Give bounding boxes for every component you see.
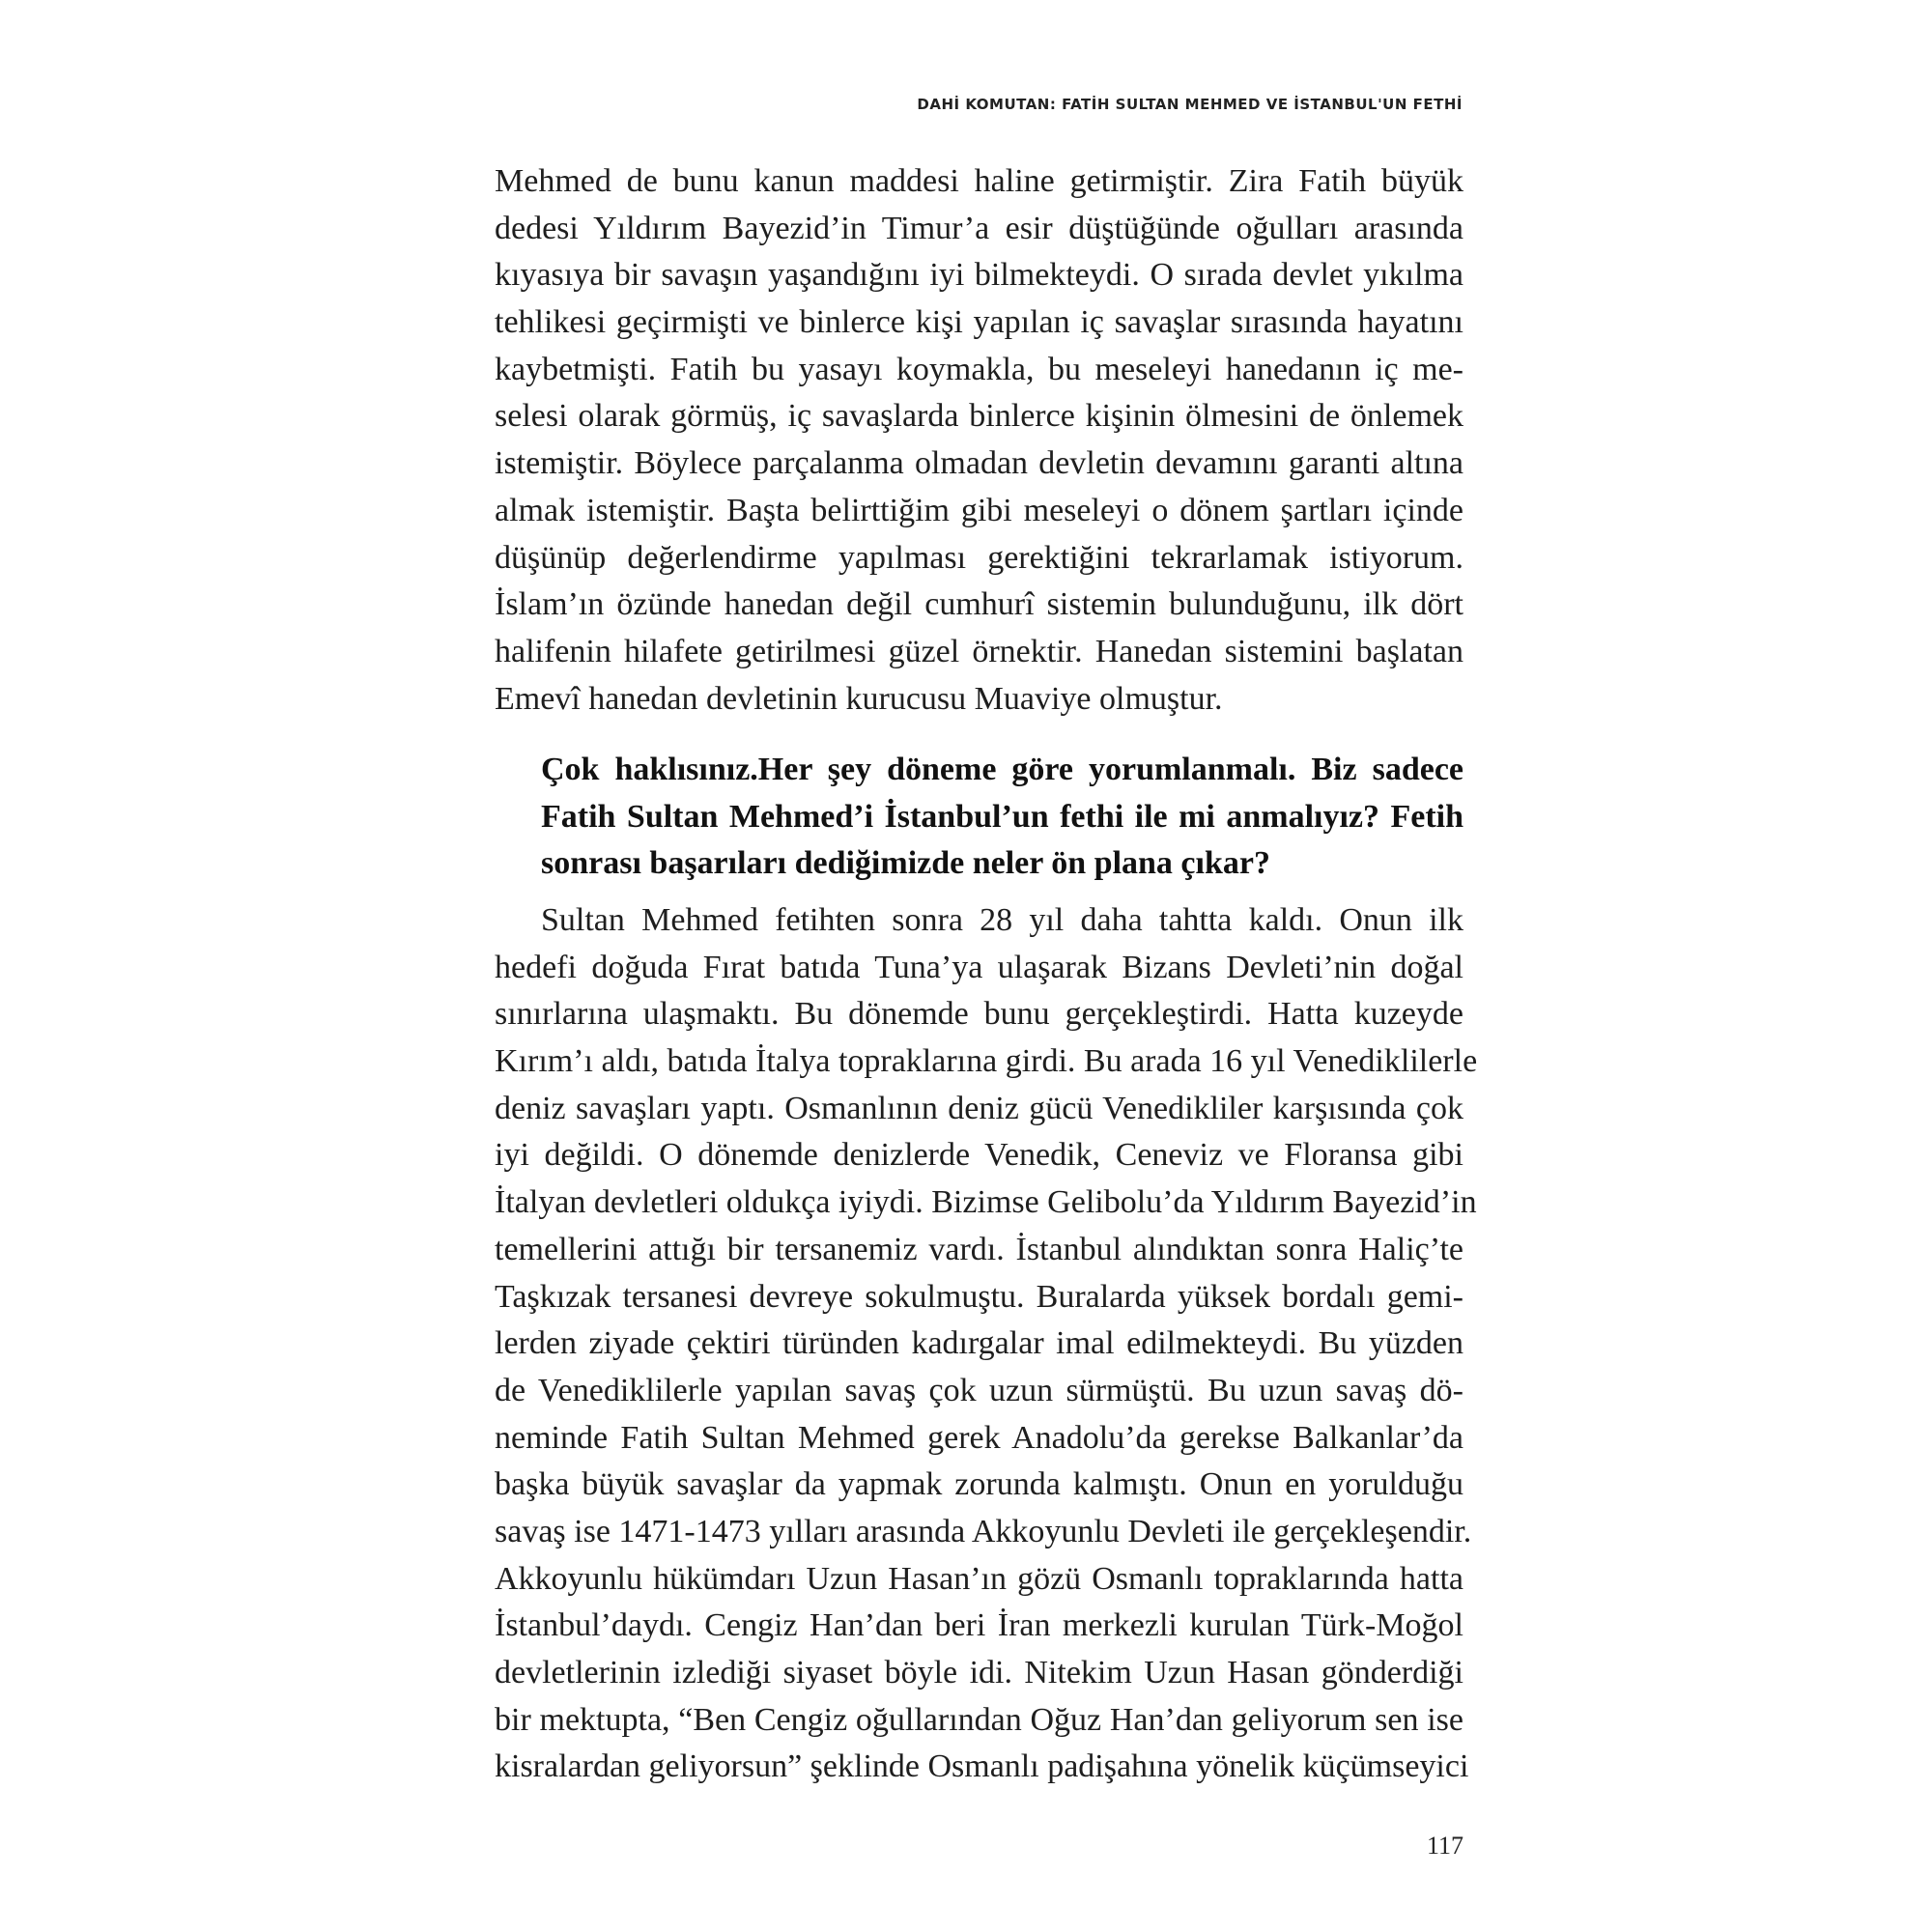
page-number: 117 bbox=[1426, 1832, 1463, 1860]
text-line: başka büyük savaşlar da yapmak zorunda kalmıştı. Onun en yorulduğu bbox=[495, 1466, 1463, 1503]
text-line: Kırım’ı aldı, batıda İtalya topraklarına girdi. Bu arada 16 yıl Venediklilerle bbox=[495, 1043, 1478, 1080]
text-line: neminde Fatih Sultan Mehmed gerek Anadolu’da gerekse Balkanlar’da bbox=[495, 1419, 1463, 1456]
interview-question bbox=[541, 747, 1463, 888]
text-line: almak istemiştir. Başta belirttiğim gibi meseleyi o dönem şartları içinde bbox=[495, 492, 1463, 528]
text-line: halifenin hilafete getirilmesi güzel örnektir. Hanedan sistemini başlatan bbox=[495, 633, 1463, 669]
running-header: DAHİ KOMUTAN: FATİH SULTAN MEHMED VE İSTANBUL'UN FETHİ bbox=[917, 96, 1463, 113]
text-line: lerden ziyade çektiri türünden kadırgalar imal edilmekteydi. Bu yüzden bbox=[495, 1325, 1463, 1362]
text-line: Mehmed de bunu kanun maddesi haline getirmiştir. Zira Fatih büyük bbox=[495, 163, 1463, 199]
paragraph-1 bbox=[495, 158, 1463, 723]
text-line: temellerini attığı bir tersanemiz vardı. İstanbul alındıktan sonra Haliç’te bbox=[495, 1231, 1463, 1267]
text-line: savaş ise 1471-1473 yılları arasında Akkoyunlu Devleti ile gerçekleşendir. bbox=[495, 1513, 1472, 1549]
text-line: Taşkızak tersanesi devreye sokulmuştu. Buralarda yüksek bordalı gemi- bbox=[495, 1278, 1463, 1315]
text-line: bir mektupta, “Ben Cengiz oğullarından Oğuz Han’dan geliyorum sen ise bbox=[495, 1701, 1463, 1738]
text-line: hedefi doğuda Fırat batıda Tuna’ya ulaşarak Bizans Devleti’nin doğal bbox=[495, 949, 1463, 985]
text-line: dedesi Yıldırım Bayezid’in Timur’a esir düştüğünde oğulları arasında bbox=[495, 210, 1463, 246]
text-line: İtalyan devletleri oldukça iyiydi. Bizimse Gelibolu’da Yıldırım Bayezid’in bbox=[495, 1184, 1477, 1221]
text-line: İstanbul’daydı. Cengiz Han’dan beri İran merkezli kurulan Türk-Moğol bbox=[495, 1607, 1463, 1644]
text-line: tehlikesi geçirmişti ve binlerce kişi yapılan iç savaşlar sırasında hayatını bbox=[495, 304, 1463, 341]
text-line: Emevî hanedan devletinin kurucusu Muaviye olmuştur. bbox=[495, 680, 1223, 717]
question-line: Fatih Sultan Mehmed’i İstanbul’un fethi ile mi anmalıyız? Fetih bbox=[541, 798, 1463, 835]
text-line: iyi değildi. O dönemde denizlerde Venedik, Ceneviz ve Floransa gibi bbox=[495, 1137, 1463, 1174]
paragraph-2 bbox=[495, 897, 1478, 1791]
text-line: kaybetmişti. Fatih bu yasayı koymakla, bu meseleyi hanedanın iç me- bbox=[495, 351, 1463, 387]
text-line: sınırlarına ulaşmaktı. Bu dönemde bunu gerçekleştirdi. Hatta kuzeyde bbox=[495, 996, 1463, 1033]
text-line: İslam’ın özünde hanedan değil cumhurî sistemin bulunduğunu, ilk dört bbox=[495, 586, 1463, 623]
question-line: Çok haklısınız.Her şey döneme göre yorumlanmalı. Biz sadece bbox=[541, 752, 1463, 787]
text-line: istemiştir. Böylece parçalanma olmadan devletin devamını garanti altına bbox=[495, 445, 1463, 482]
question-line: sonrası başarıları dediğimizde neler ön plana çıkar? bbox=[541, 845, 1270, 882]
text-line: Akkoyunlu hükümdarı Uzun Hasan’ın gözü Osmanlı topraklarında hatta bbox=[495, 1560, 1463, 1597]
text-line: deniz savaşları yaptı. Osmanlının deniz gücü Venedikliler karşısında çok bbox=[495, 1090, 1463, 1126]
text-line: selesi olarak görmüş, iç savaşlarda binlerce kişinin ölmesini de önlemek bbox=[495, 398, 1463, 435]
text-line: kıyasıya bir savaşın yaşandığını iyi bilmekteydi. O sırada devlet yıkılma bbox=[495, 257, 1463, 294]
text-line: Sultan Mehmed fetihten sonra 28 yıl daha tahtta kaldı. Onun ilk bbox=[541, 902, 1463, 938]
text-line: düşünüp değerlendirme yapılması gerektiğini tekrarlamak istiyorum. bbox=[495, 539, 1463, 576]
text-line: devletlerinin izlediği siyaset böyle idi. Nitekim Uzun Hasan gönderdiği bbox=[495, 1655, 1463, 1690]
text-line: de Venediklilerle yapılan savaş çok uzun sürmüştü. Bu uzun savaş dö- bbox=[495, 1372, 1463, 1408]
text-line: kisralardan geliyorsun” şeklinde Osmanlı padişahına yönelik küçümseyici bbox=[495, 1748, 1469, 1785]
